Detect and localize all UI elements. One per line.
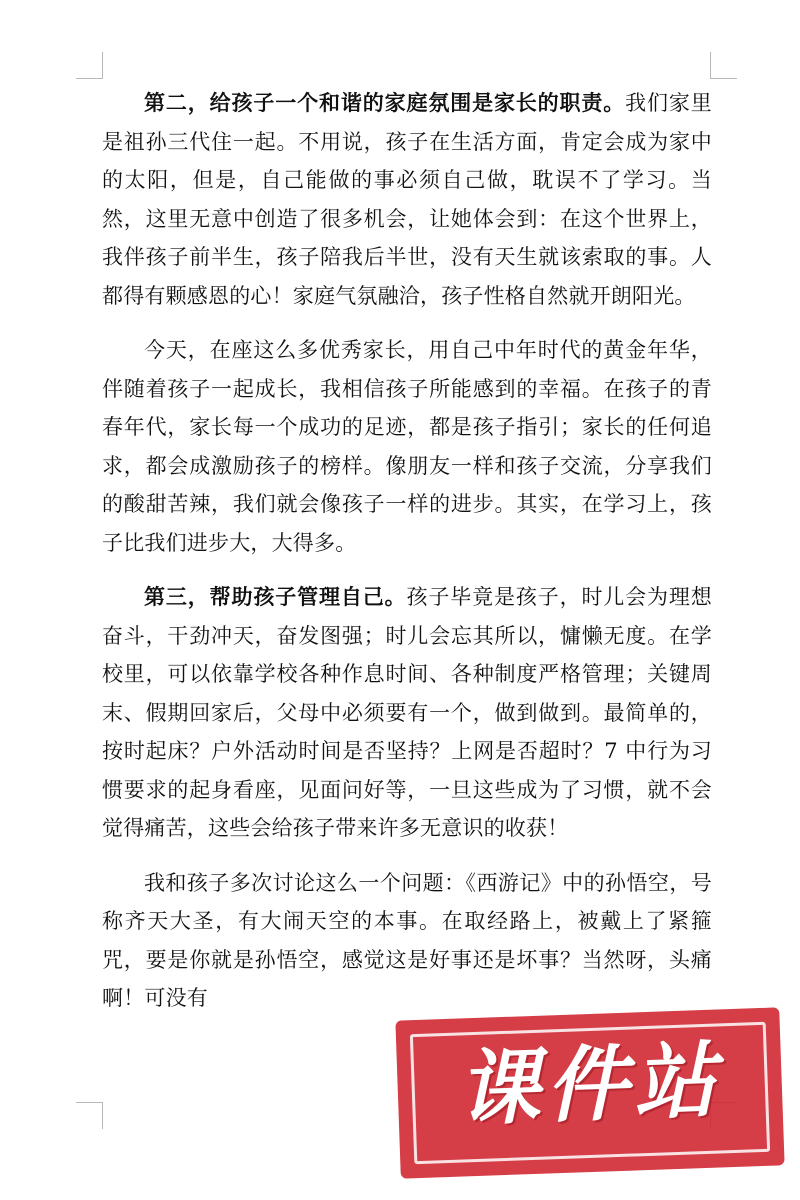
- paragraph-heading: 第三，帮助孩子管理自己。: [144, 584, 407, 609]
- paragraph-heading: 第二，给孩子一个和谐的家庭氛围是家长的职责。: [144, 90, 626, 115]
- crop-mark-top-right: [710, 52, 737, 79]
- crop-mark-bottom-left: [76, 1102, 103, 1129]
- paragraph-text: 孩子毕竟是孩子，时儿会为理想奋斗，干劲冲天，奋发图强；时儿会忘其所以，慵懒无度。在学校里，可以依靠学校各种作息时间、各种制度严格管理；关键周末、假期回家后，父母中必须要有一个，做到做到。最简单的，按时起床？户外活动时间是否坚持？上网是否超时？7 中行为习惯要求的起身看座，见面问好等，一旦这些成为了习惯，就不会觉得痛苦，这些会给孩子带来许多无意识的收获！: [102, 585, 712, 840]
- watermark-stamp: [395, 1007, 784, 1178]
- watermark-text: 课件站: [456, 1033, 724, 1138]
- paragraph-family-atmosphere: [102, 84, 712, 315]
- paragraph-parents-growth: [102, 331, 712, 562]
- paragraph-self-management: [102, 578, 712, 848]
- paragraph-text: 我们家里是祖孙三代住一起。不用说，孩子在生活方面，肯定会成为家中的太阳，但是，自己能做的事必须自己做，耽误不了学习。当然，这里无意中创造了很多机会，让她体会到：在这个世界上，我伴孩子前半生，孩子陪我后半世，没有天生就该索取的事。人都得有颗感恩的心！家庭气氛融洽，孩子性格自然就开朗阳光。: [102, 91, 712, 308]
- paragraph-text: 我和孩子多次讨论这么一个问题：《西游记》中的孙悟空，号称齐天大圣，有大闹天空的本事。在取经路上，被戴上了紧箍咒，要是你就是孙悟空，感觉这是好事还是坏事？当然呀，头痛啊！可没有: [102, 870, 712, 1010]
- crop-mark-top-left: [76, 52, 103, 79]
- paragraph-text: 今天，在座这么多优秀家长，用自己中年时代的黄金年华，伴随着孩子一起成长，我相信孩子所能感到的幸福。在孩子的青春年代，家长每一个成功的足迹，都是孩子指引；家长的任何追求，都会成激励孩子的榜样。像朋友一样和孩子交流，分享我们的酸甜苦辣，我们就会像孩子一样的进步。其实，在学习上，孩子比我们进步大，大得多。: [102, 338, 712, 555]
- document-body: [102, 84, 712, 1034]
- paragraph-journey-west: [102, 864, 712, 1018]
